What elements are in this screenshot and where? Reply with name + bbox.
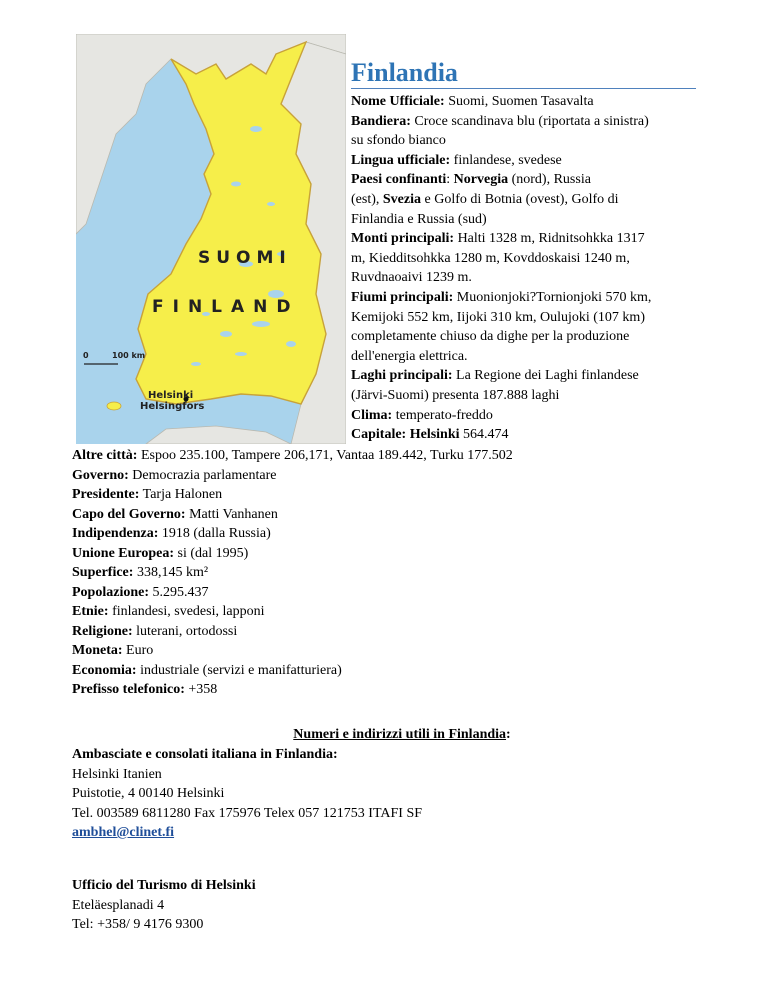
fact-line: [351, 151, 696, 171]
fact-label: Superfice:: [72, 565, 134, 580]
fact-line: [72, 661, 732, 681]
fact-value: (nord), Russia: [508, 172, 591, 188]
fact-value: Ruvdnaoaivi 1239 m.: [351, 270, 472, 286]
fact-value: Tarja Halonen: [139, 487, 223, 502]
embassy-email-row: [72, 823, 732, 843]
fact-label: Bandiera:: [351, 113, 411, 129]
fact-value: temperato-freddo: [392, 407, 493, 423]
facts-right-list: [351, 92, 696, 445]
fact-value: industriale (servizi e manifatturiera): [136, 662, 342, 678]
fact-line: [351, 386, 696, 406]
map-label-suomi: SUOMI: [198, 248, 292, 268]
fact-value: finlandesi, svedesi, lapponi: [108, 604, 265, 619]
fact-value: 338,145 km²: [133, 565, 209, 580]
fact-emphasis: Norvegia: [453, 172, 509, 188]
fact-line: [72, 485, 732, 505]
fact-line: [351, 229, 696, 249]
fact-value: e Golfo di Botnia (ovest), Golfo di: [421, 191, 619, 207]
fact-label: Etnie:: [72, 604, 109, 619]
useful-section-title: [72, 725, 732, 745]
fact-line: [351, 131, 696, 151]
fact-emphasis: Svezia: [382, 191, 421, 207]
tourism-line: Tel: +358/ 9 4176 9300: [72, 917, 204, 932]
page-title: Finlandia: [351, 58, 696, 89]
fact-value: (Järvi-Suomi) presenta 187.888 laghi: [351, 387, 560, 403]
embassy-heading: Ambasciate e consolati italiana in Finlandia:: [72, 747, 338, 762]
fact-label: Moneta:: [72, 643, 123, 658]
useful-title-suffix: :: [506, 727, 511, 742]
fact-line: [351, 170, 696, 190]
fact-line: [72, 641, 732, 661]
fact-line: [72, 466, 732, 486]
finland-map: [76, 34, 346, 444]
fact-line: [351, 406, 696, 426]
fact-value: completamente chiuso da dighe per la produzione: [351, 329, 630, 345]
fact-value: m, Kiedditsohkka 1280 m, Kovddoskaisi 1240 m,: [351, 250, 630, 266]
fact-line: [351, 425, 696, 445]
fact-value: Matti Vanhanen: [185, 506, 278, 522]
fact-value: Democrazia parlamentare: [128, 467, 277, 483]
fact-value: Muonionjoki?Tornionjoki 570 km,: [453, 289, 652, 305]
fact-line: [72, 622, 732, 642]
fact-label: Fiumi principali:: [351, 289, 454, 305]
fact-label: Unione Europea:: [72, 545, 175, 561]
fact-line: [72, 446, 732, 466]
fact-value: dell'energia elettrica.: [351, 348, 468, 364]
scale-km: 100 km: [112, 351, 146, 360]
fact-label: Popolazione:: [72, 584, 149, 600]
fact-line: [351, 327, 696, 347]
fact-label: Presidente:: [72, 487, 140, 502]
fact-line: [72, 602, 732, 622]
fact-value: 564.474: [459, 427, 509, 443]
fact-value: 5.295.437: [149, 584, 209, 600]
fact-label: Capitale: Helsinki: [351, 427, 460, 443]
fact-line: [72, 583, 732, 603]
facts-full-list: [72, 446, 732, 700]
map-city-sv: Helsingfors: [140, 401, 205, 412]
spacer: [72, 843, 732, 863]
fact-label: Nome Ufficiale:: [351, 94, 445, 109]
fact-value: Kemijoki 552 km, Iijoki 310 km, Oulujoki (107 km): [351, 309, 645, 325]
map-label-finland: FINLAND: [152, 297, 300, 317]
fact-line: [351, 308, 696, 328]
fact-line: [72, 505, 732, 525]
fact-line: [351, 210, 696, 230]
finland-map-svg: [76, 34, 346, 444]
fact-label: Capo del Governo:: [72, 506, 186, 522]
fact-line: [351, 92, 696, 112]
fact-line: [72, 563, 732, 583]
fact-line: [351, 190, 696, 210]
useful-section: [72, 725, 732, 935]
fact-value: luterani, ortodossi: [132, 623, 238, 639]
fact-value: +358: [184, 682, 218, 697]
fact-label: Laghi principali:: [351, 368, 453, 384]
map-city-fi: Helsinki: [148, 390, 194, 401]
fact-value: (est),: [351, 191, 383, 207]
fact-label: Prefisso telefonico:: [72, 682, 185, 697]
useful-title-text: Numeri e indirizzi utili in Finlandia: [293, 727, 507, 742]
fact-value: La Regione dei Laghi finlandese: [452, 368, 639, 384]
fact-value: Euro: [122, 643, 154, 658]
fact-label: Clima:: [351, 407, 393, 423]
embassy-line: Tel. 003589 6811280 Fax 175976 Telex 057 121753 ITAFI SF: [72, 805, 423, 821]
fact-line: [351, 288, 696, 308]
fact-label: Monti principali:: [351, 231, 455, 247]
fact-value: si (dal 1995): [174, 545, 249, 561]
scale-zero: 0: [83, 351, 89, 360]
facts-right-column: [351, 58, 696, 445]
fact-line: [72, 524, 732, 544]
aland-islands: [107, 402, 121, 410]
fact-line: [351, 249, 696, 269]
fact-label: Lingua ufficiale:: [351, 152, 451, 168]
fact-value: Finlandia e Russia (sud): [351, 211, 487, 227]
fact-value: finlandese, svedese: [450, 152, 562, 168]
fact-line: [72, 544, 732, 564]
fact-value: Suomi, Suomen Tasavalta: [444, 94, 594, 109]
tourism-heading: Ufficio del Turismo di Helsinki: [72, 878, 256, 893]
fact-label: Governo:: [72, 467, 129, 483]
fact-value: Espoo 235.100, Tampere 206,171, Vantaa 189.442, Turku 177.502: [137, 448, 513, 463]
embassy-line: Puistotie, 4 00140 Helsinki: [72, 786, 225, 801]
fact-line: [351, 366, 696, 386]
tourism-line: Eteläesplanadi 4: [72, 897, 165, 913]
fact-value: Halti 1328 m, Ridnitsohkka 1317: [454, 231, 645, 247]
fact-value: su sfondo bianco: [351, 133, 446, 149]
fact-value: Croce scandinava blu (riportata a sinistra): [410, 113, 649, 129]
fact-line: [72, 680, 732, 700]
fact-line: [351, 268, 696, 288]
fact-label: Paesi confinanti: [351, 172, 447, 188]
fact-label: Economia:: [72, 662, 137, 678]
embassy-line: Helsinki Itanien: [72, 766, 162, 782]
embassy-email-link[interactable]: ambhel@clinet.fi: [72, 825, 175, 840]
fact-value: :: [446, 172, 454, 188]
fact-label: Religione:: [72, 623, 133, 639]
fact-line: [351, 347, 696, 367]
fact-value: 1918 (dalla Russia): [158, 526, 271, 541]
fact-label: Indipendenza:: [72, 526, 159, 541]
fact-line: [351, 112, 696, 132]
fact-label: Altre città:: [72, 448, 138, 463]
